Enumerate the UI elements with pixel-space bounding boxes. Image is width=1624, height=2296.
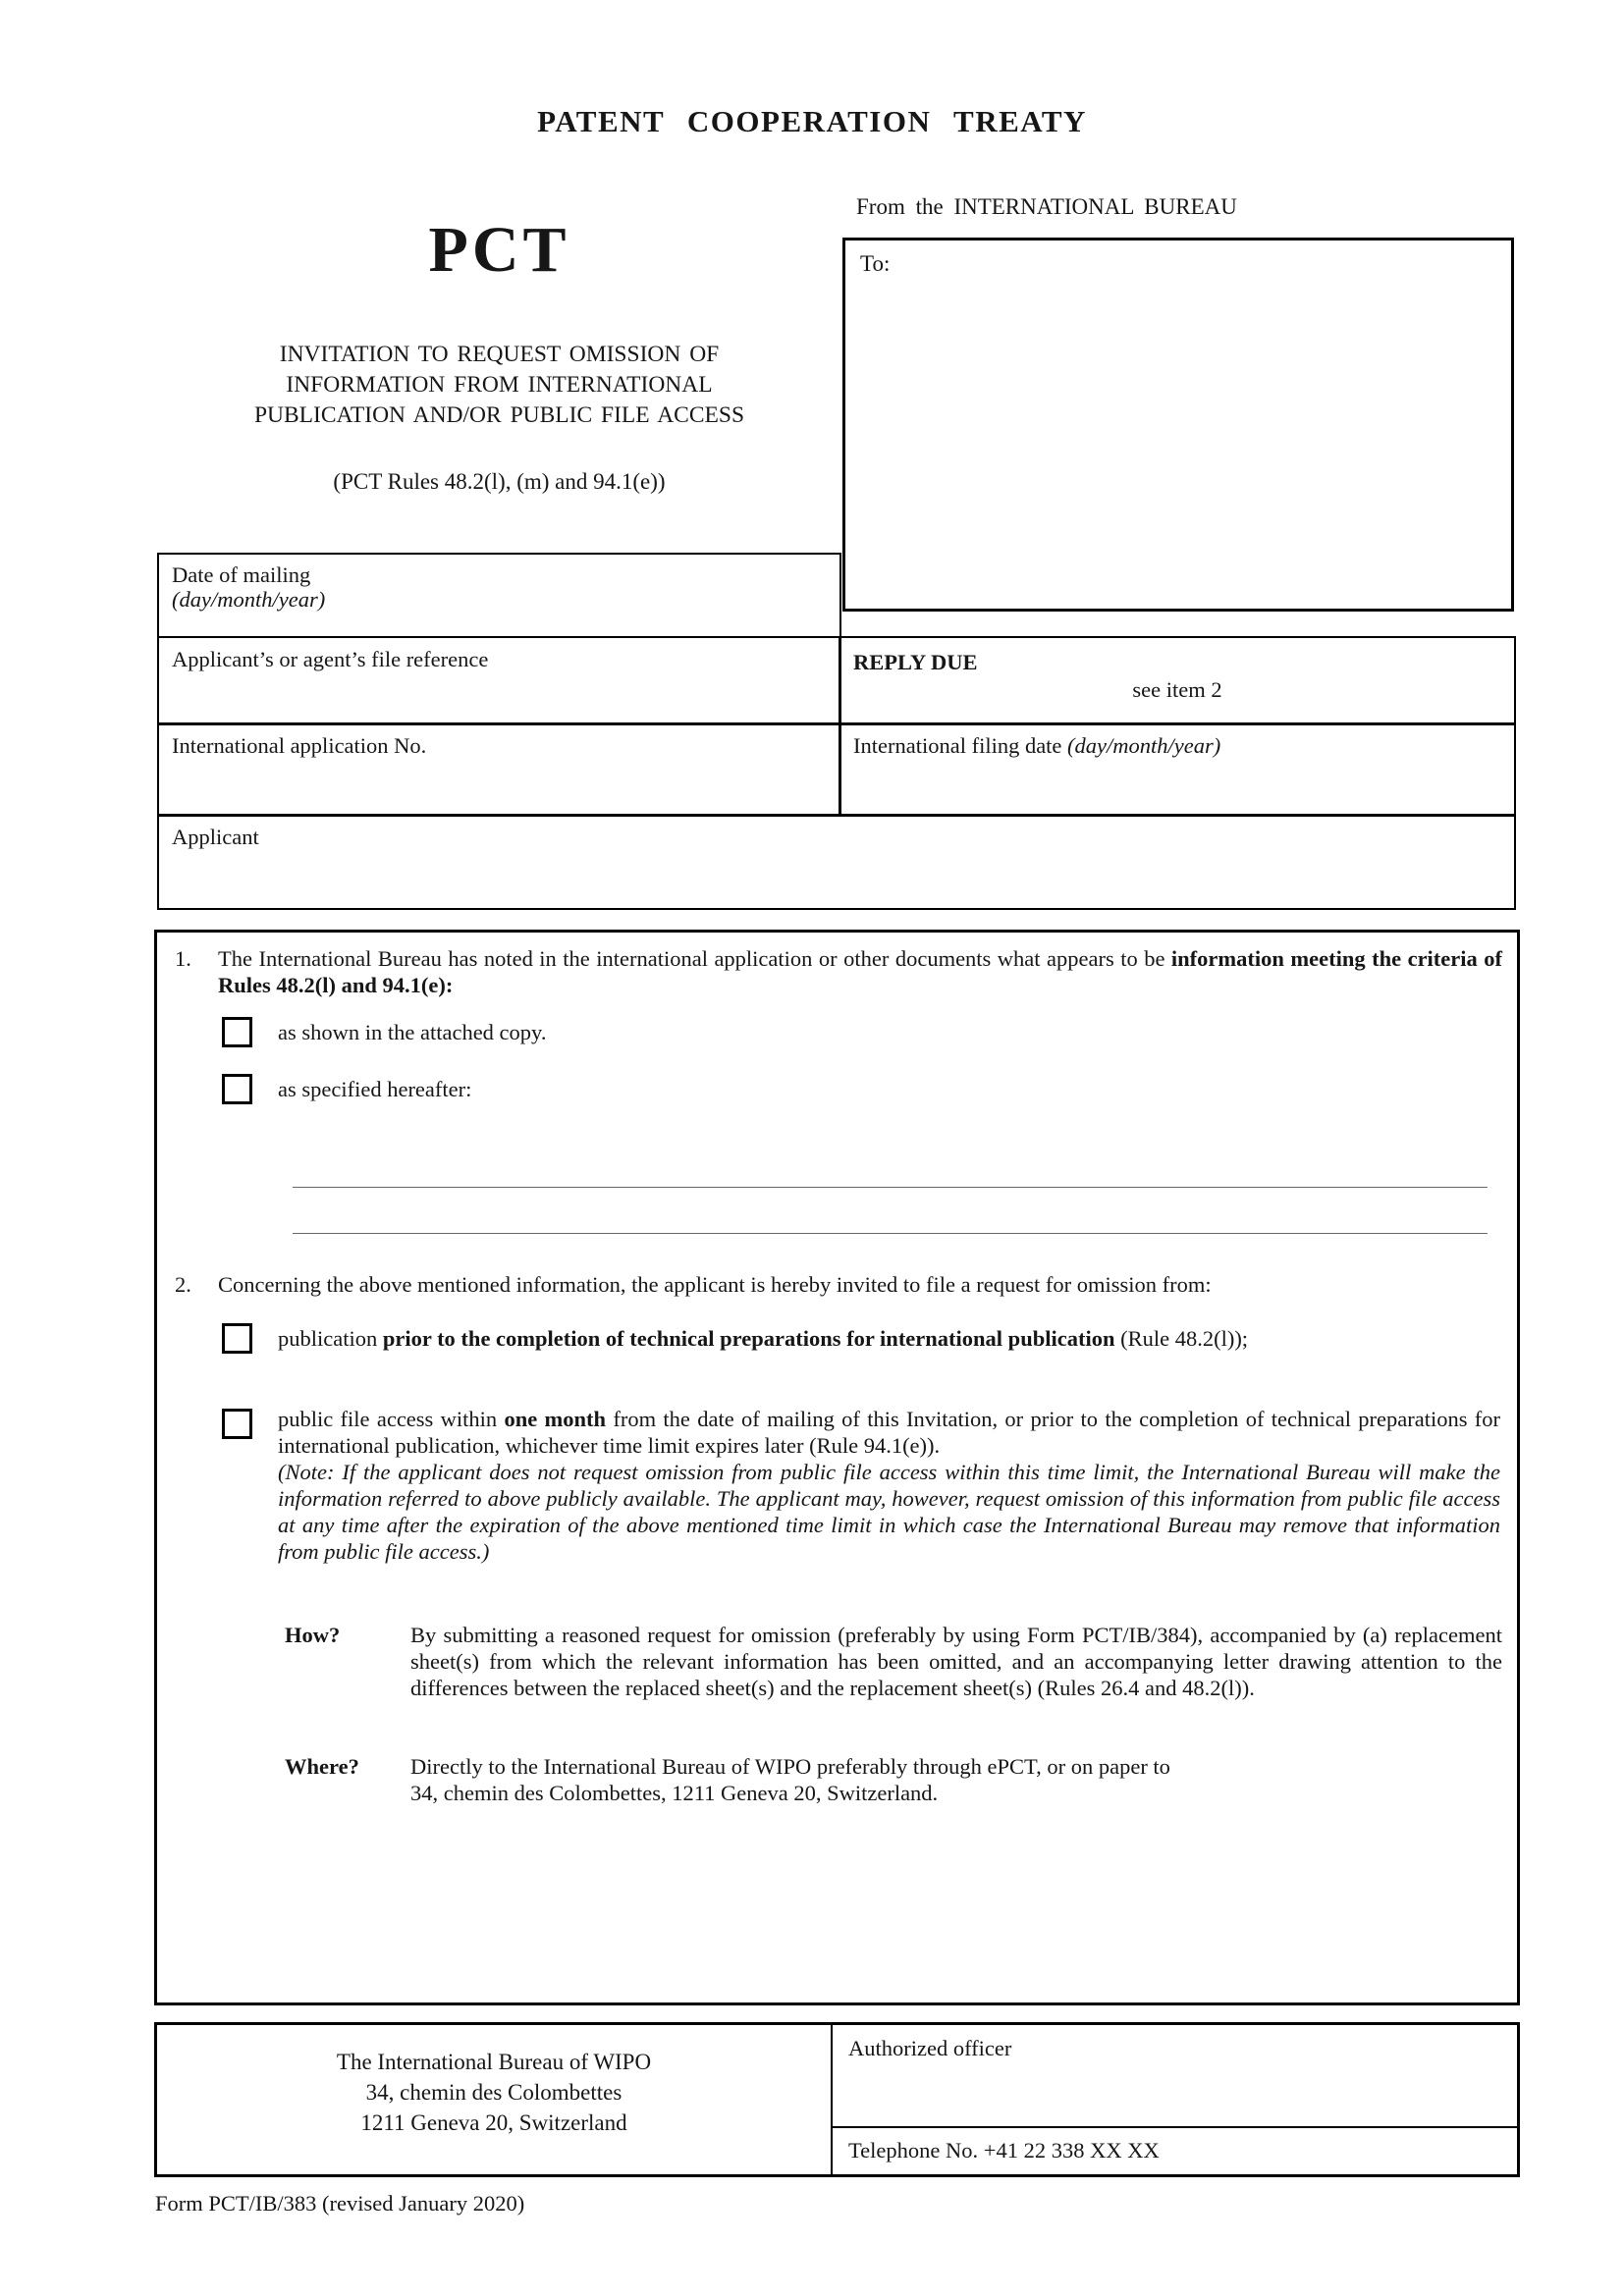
telephone-row <box>833 2126 1517 2174</box>
applicant-label: Applicant <box>172 825 259 849</box>
file-access-omission-label: public file access within one month from the date of mailing of this Invitation, or prior to the completion of technical preparations for international publication, whichever time limit expires later (Rule 94.1(e)). <box>278 1407 1501 1458</box>
footer-box <box>154 2022 1520 2177</box>
attached-copy-checkbox[interactable] <box>222 1017 252 1047</box>
authorized-officer-cell <box>833 2025 1517 2174</box>
international-filing-date-format: (day/month/year) <box>1067 733 1221 758</box>
form-title <box>157 340 841 431</box>
form-identifier: Form PCT/IB/383 (revised January 2020) <box>155 2191 525 2216</box>
applicant-field[interactable] <box>157 814 1516 910</box>
option-file-access-row <box>222 1406 1500 1565</box>
file-access-note: (Note: If the applicant does not request omission from public file access within this time limit, the International Bureau will make the information referred to above publicly available. The applicant may, however, request omission of this information from public file access at any time after the expiration of the above mentioned time limit in which case the International Bureau may remove that information from public file access.) <box>278 1460 1500 1564</box>
reply-due-value: see item 2 <box>1132 677 1222 702</box>
blank-write-in-line-1[interactable] <box>293 1187 1488 1188</box>
item-2 <box>175 1271 1502 1298</box>
attached-copy-label: as shown in the attached copy. <box>278 1020 547 1044</box>
option-publication-row <box>222 1323 1500 1354</box>
item-1-text: The International Bureau has noted in the international application or other documents what appears to be information meeting the criteria of Rules 48.2(l) and 94.1(e): <box>218 946 1502 997</box>
reply-due-cell <box>839 636 1516 725</box>
item-2-number: 2. <box>175 1272 191 1297</box>
how-text: By submitting a reasoned request for omission (preferably by using Form PCT/IB/384), accompanied by (a) replacement sheet(s) from which the relevant information has been omitted, and an accompanying letter drawing attention to the differences between the replaced sheet(s) and the replacement sheet(s) (Rules 26.4 and 48.2(l)). <box>410 1623 1502 1700</box>
international-filing-date-label: International filing date (day/month/year) <box>853 733 1221 758</box>
where-text-line-2: 34, chemin des Colombettes, 1211 Geneva 20, Switzerland. <box>410 1781 939 1805</box>
form-title-line-2: INFORMATION FROM INTERNATIONAL <box>286 372 713 398</box>
where-text <box>410 1753 1502 1806</box>
how-block <box>285 1622 1502 1701</box>
international-bureau-address <box>157 2025 833 2174</box>
international-application-no-field[interactable] <box>157 722 841 817</box>
bureau-address-line-1: The International Bureau of WIPO <box>336 2050 652 2074</box>
specified-hereafter-label: as specified hereafter: <box>278 1077 472 1101</box>
file-access-omission-checkbox[interactable] <box>222 1409 252 1439</box>
file-reference-field[interactable] <box>157 636 841 725</box>
item-1 <box>175 945 1502 998</box>
bureau-address-line-3: 1211 Geneva 20, Switzerland <box>360 2110 627 2135</box>
date-of-mailing-label: Date of mailing <box>172 562 311 587</box>
to-label: To: <box>860 251 891 276</box>
main-content-box <box>154 930 1520 2005</box>
reply-due-label: REPLY DUE <box>853 650 978 674</box>
file-access-omission-text <box>278 1406 1500 1565</box>
option-attached-copy-row <box>222 1017 546 1047</box>
publication-omission-label: publication prior to the completion of technical preparations for international publication (Rule 48.2(l)); <box>278 1326 1249 1351</box>
from-international-bureau-line: From the INTERNATIONAL BUREAU <box>856 194 1237 219</box>
treaty-title: PATENT COOPERATION TREATY <box>537 104 1087 138</box>
blank-write-in-line-2[interactable] <box>293 1233 1488 1234</box>
option-specified-row <box>222 1074 471 1104</box>
bureau-address-line-2: 34, chemin des Colombettes <box>365 2080 623 2105</box>
date-of-mailing-field[interactable] <box>157 553 841 638</box>
publication-omission-checkbox[interactable] <box>222 1323 252 1354</box>
where-block <box>285 1753 1502 1806</box>
international-filing-date-field[interactable] <box>839 722 1516 817</box>
item-1-number: 1. <box>175 946 191 971</box>
pct-logo: PCT <box>428 214 570 286</box>
form-rules-line: (PCT Rules 48.2(l), (m) and 94.1(e)) <box>333 469 666 494</box>
international-application-no-label: International application No. <box>172 733 427 758</box>
item-2-intro: Concerning the above mentioned information, the applicant is hereby invited to file a request for omission from: <box>218 1272 1212 1297</box>
to-address-box[interactable] <box>842 238 1514 612</box>
form-title-line-1: INVITATION TO REQUEST OMISSION OF <box>279 342 720 367</box>
specified-hereafter-checkbox[interactable] <box>222 1074 252 1104</box>
telephone-number: Telephone No. +41 22 338 XX XX <box>848 2138 1160 2163</box>
authorized-officer-label: Authorized officer <box>848 2036 1012 2060</box>
form-title-line-3: PUBLICATION AND/OR PUBLIC FILE ACCESS <box>253 402 745 428</box>
date-of-mailing-format: (day/month/year) <box>172 587 326 612</box>
where-label: Where? <box>285 1754 359 1779</box>
how-label: How? <box>285 1623 341 1647</box>
where-text-line-1: Directly to the International Bureau of WIPO preferably through ePCT, or on paper to <box>410 1754 1170 1779</box>
file-reference-label: Applicant’s or agent’s file reference <box>172 647 489 671</box>
